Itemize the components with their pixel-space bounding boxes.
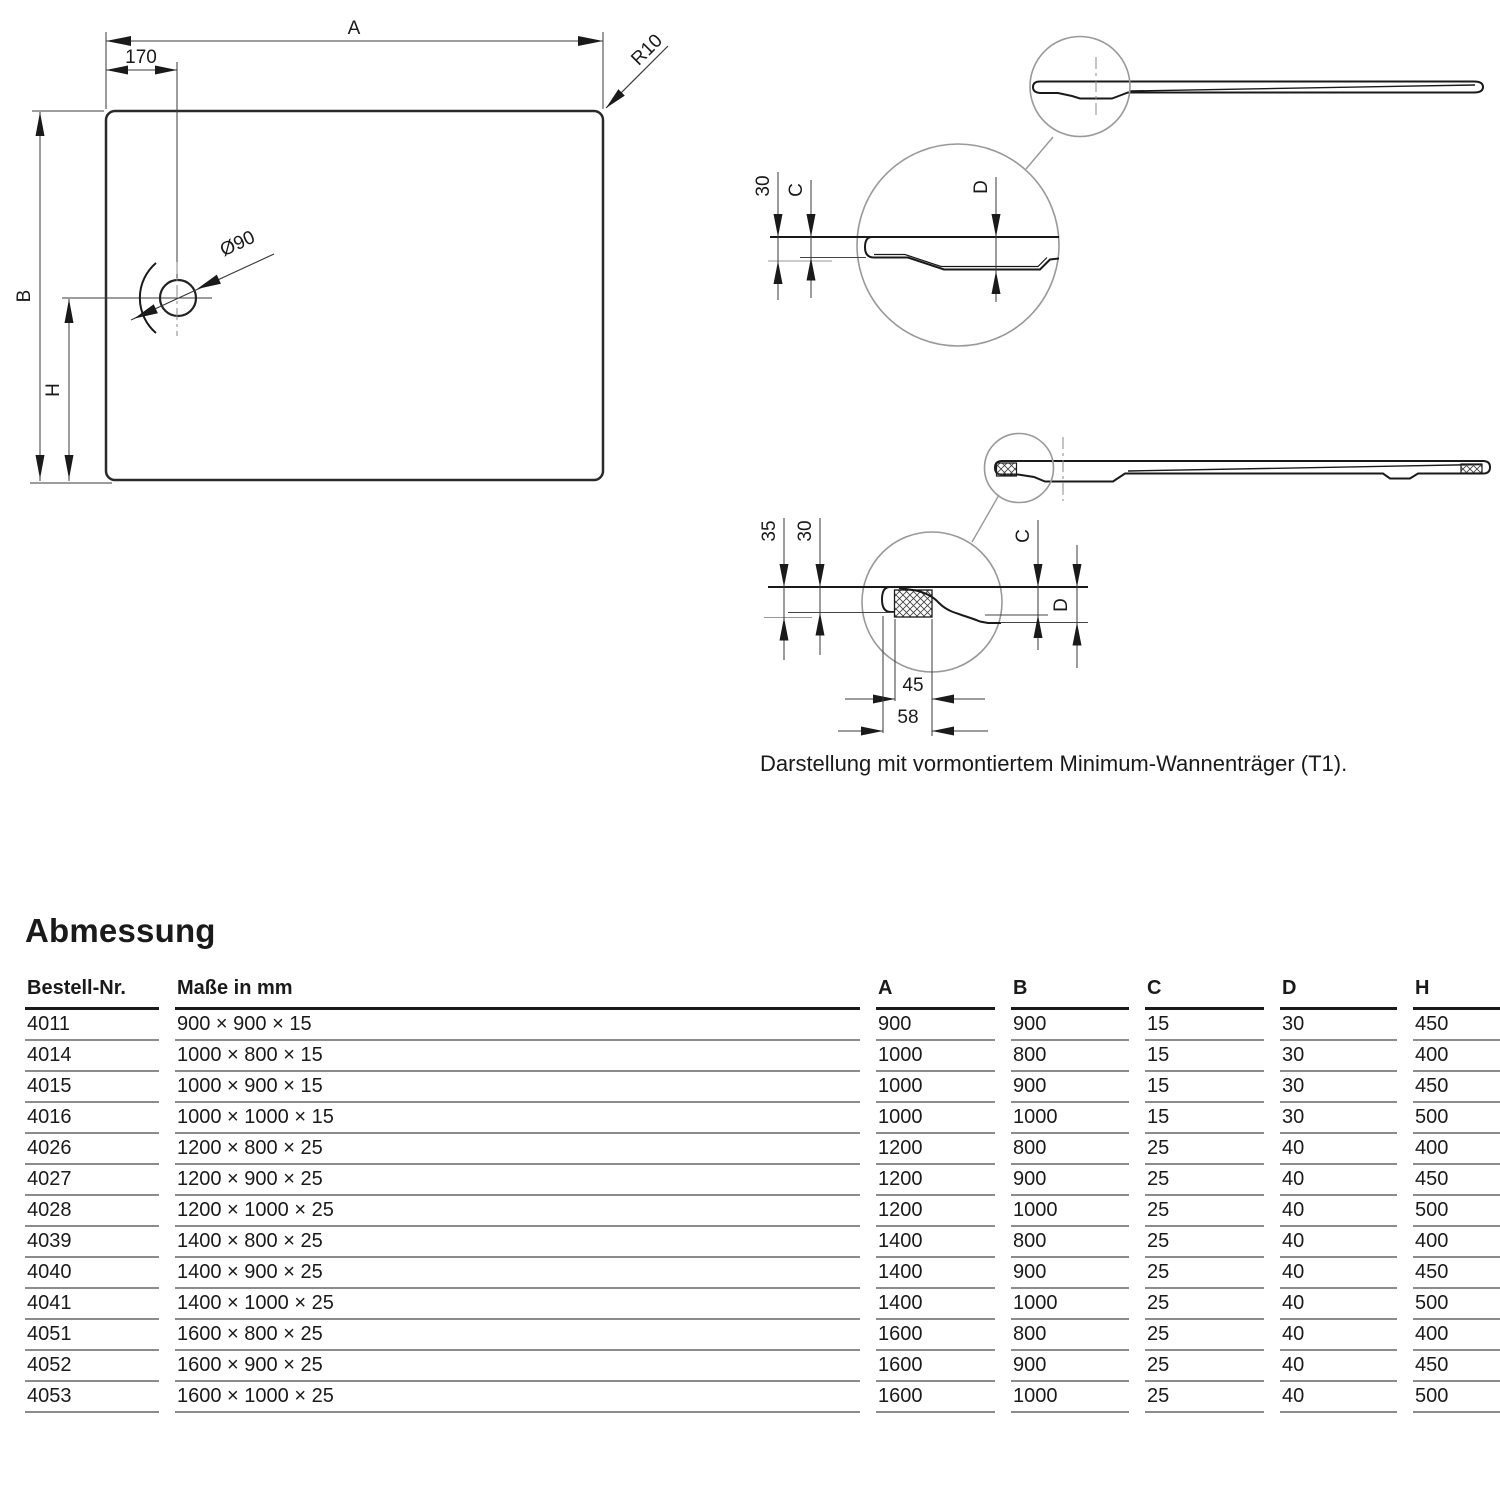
header-cell-c: C xyxy=(1145,977,1264,1010)
dim-d xyxy=(971,177,1001,302)
tray-carrier-profile xyxy=(995,461,1490,482)
cell-b: 900 xyxy=(1011,1258,1129,1289)
cell-a: 1400 xyxy=(876,1227,995,1258)
cell-c: 25 xyxy=(1145,1165,1264,1196)
cell-c: 25 xyxy=(1145,1320,1264,1351)
cell-a: 1400 xyxy=(876,1289,995,1320)
dim-35 xyxy=(759,518,789,660)
table-row xyxy=(25,1351,1500,1382)
seal-block-right xyxy=(1461,464,1482,473)
drain-diameter-label: Ø90 xyxy=(216,226,259,262)
cell-b: 1000 xyxy=(1011,1196,1129,1227)
header-cell-masse: Maße in mm xyxy=(175,977,860,1010)
seal-block-left xyxy=(997,463,1017,476)
header-cell-h: H xyxy=(1413,977,1500,1010)
detail-leader xyxy=(1026,137,1053,169)
cell-mm: 1000 × 800 × 15 xyxy=(175,1041,860,1072)
arrowhead xyxy=(65,299,74,323)
cell-nr: 4040 xyxy=(25,1258,159,1289)
header-cell-d: D xyxy=(1280,977,1397,1010)
cell-nr: 4014 xyxy=(25,1041,159,1072)
dim-30 xyxy=(753,172,783,300)
table-row xyxy=(25,1258,1500,1289)
cell-nr: 4053 xyxy=(25,1382,159,1413)
cell-mm: 1000 × 1000 × 15 xyxy=(175,1103,860,1134)
cell-mm: 1200 × 1000 × 25 xyxy=(175,1196,860,1227)
cell-nr: 4051 xyxy=(25,1320,159,1351)
cell-c: 25 xyxy=(1145,1134,1264,1165)
cell-mm: 1400 × 800 × 25 xyxy=(175,1227,860,1258)
cell-d: 30 xyxy=(1280,1041,1397,1072)
dim-30-label: 30 xyxy=(753,175,774,197)
arrowhead xyxy=(134,304,158,318)
detail-circle xyxy=(857,144,1059,346)
dim-b-label: B xyxy=(14,289,35,303)
cell-a: 1000 xyxy=(876,1041,995,1072)
cell-a: 1000 xyxy=(876,1072,995,1103)
spec-table xyxy=(25,977,1500,1413)
cell-b: 900 xyxy=(1011,1351,1129,1382)
cell-b: 900 xyxy=(1011,1010,1129,1041)
cell-mm: 1200 × 900 × 25 xyxy=(175,1165,860,1196)
dim-c-label: C xyxy=(786,183,807,197)
table-body xyxy=(25,1010,1500,1413)
cell-mm: 900 × 900 × 15 xyxy=(175,1010,860,1041)
arrowhead xyxy=(106,36,131,46)
cell-mm: 1200 × 800 × 25 xyxy=(175,1134,860,1165)
arrowhead xyxy=(36,112,45,136)
dim-35-label: 35 xyxy=(759,520,780,542)
cell-h: 500 xyxy=(1413,1382,1500,1413)
table-row xyxy=(25,1134,1500,1165)
cell-h: 450 xyxy=(1413,1165,1500,1196)
cell-h: 500 xyxy=(1413,1289,1500,1320)
cell-nr: 4016 xyxy=(25,1103,159,1134)
cell-mm: 1000 × 900 × 15 xyxy=(175,1072,860,1103)
cell-d: 30 xyxy=(1280,1103,1397,1134)
cell-h: 450 xyxy=(1413,1351,1500,1382)
table-row xyxy=(25,1227,1500,1258)
tray-side-profile xyxy=(1033,82,1483,99)
cell-c: 25 xyxy=(1145,1351,1264,1382)
table-title: Abmessung xyxy=(25,912,216,949)
dim-h xyxy=(62,298,212,481)
cell-d: 30 xyxy=(1280,1010,1397,1041)
cell-b: 800 xyxy=(1011,1134,1129,1165)
cell-nr: 4028 xyxy=(25,1196,159,1227)
cell-a: 1600 xyxy=(876,1320,995,1351)
dim-a-label: A xyxy=(347,18,361,39)
detail-leader xyxy=(972,495,999,542)
dim-c xyxy=(786,180,816,298)
table-row xyxy=(25,1072,1500,1103)
cell-h: 400 xyxy=(1413,1041,1500,1072)
dim-58-label: 58 xyxy=(897,707,919,728)
cell-nr: 4015 xyxy=(25,1072,159,1103)
cell-c: 15 xyxy=(1145,1010,1264,1041)
cell-h: 500 xyxy=(1413,1103,1500,1134)
arrowhead xyxy=(65,455,74,479)
cell-h: 450 xyxy=(1413,1010,1500,1041)
dim-30-carrier-label: 30 xyxy=(795,520,816,542)
dim-c-carrier-label: C xyxy=(1013,529,1034,543)
cell-c: 25 xyxy=(1145,1227,1264,1258)
table-row xyxy=(25,1196,1500,1227)
cell-h: 400 xyxy=(1413,1320,1500,1351)
cell-d: 40 xyxy=(1280,1351,1397,1382)
carrier-caption: Darstellung mit vormontiertem Minimum-Wannenträger (T1). xyxy=(760,751,1348,776)
table-row xyxy=(25,1010,1500,1041)
dim-d-label: D xyxy=(971,180,992,194)
cell-b: 800 xyxy=(1011,1041,1129,1072)
dim-45-label: 45 xyxy=(902,675,924,696)
tray-outline xyxy=(106,111,603,480)
cell-h: 500 xyxy=(1413,1196,1500,1227)
cell-d: 40 xyxy=(1280,1320,1397,1351)
dim-b xyxy=(30,111,112,483)
cell-nr: 4011 xyxy=(25,1010,159,1041)
cell-c: 15 xyxy=(1145,1041,1264,1072)
cell-c: 25 xyxy=(1145,1289,1264,1320)
cell-c: 25 xyxy=(1145,1382,1264,1413)
cell-d: 40 xyxy=(1280,1227,1397,1258)
cross-section-carrier xyxy=(764,587,1088,623)
table-header-row xyxy=(25,977,1500,1010)
table-row xyxy=(25,1041,1500,1072)
cell-nr: 4026 xyxy=(25,1134,159,1165)
cell-a: 1000 xyxy=(876,1103,995,1134)
dim-drain-diameter xyxy=(131,227,274,320)
dim-170 xyxy=(106,62,177,281)
cell-a: 1200 xyxy=(876,1196,995,1227)
cell-b: 1000 xyxy=(1011,1103,1129,1134)
cell-d: 40 xyxy=(1280,1289,1397,1320)
cell-nr: 4039 xyxy=(25,1227,159,1258)
dim-h-label: H xyxy=(43,383,64,397)
table-row xyxy=(25,1320,1500,1351)
arrowhead xyxy=(197,275,221,289)
cell-mm: 1600 × 1000 × 25 xyxy=(175,1382,860,1413)
dim-170-label: 170 xyxy=(125,47,157,68)
arrowhead xyxy=(578,36,603,46)
cell-d: 40 xyxy=(1280,1382,1397,1413)
cell-nr: 4027 xyxy=(25,1165,159,1196)
cell-a: 1600 xyxy=(876,1351,995,1382)
dim-d-carrier-label: D xyxy=(1051,598,1072,612)
cell-nr: 4052 xyxy=(25,1351,159,1382)
cell-d: 40 xyxy=(1280,1196,1397,1227)
cell-h: 400 xyxy=(1413,1134,1500,1165)
table-row xyxy=(25,1382,1500,1413)
dim-c-carrier xyxy=(1013,520,1043,650)
header-cell-bestell-nr: Bestell-Nr. xyxy=(25,977,159,1010)
cell-b: 900 xyxy=(1011,1072,1129,1103)
cell-c: 15 xyxy=(1145,1072,1264,1103)
cell-c: 25 xyxy=(1145,1196,1264,1227)
cell-b: 800 xyxy=(1011,1227,1129,1258)
cell-a: 900 xyxy=(876,1010,995,1041)
cell-b: 800 xyxy=(1011,1320,1129,1351)
cell-c: 25 xyxy=(1145,1258,1264,1289)
dim-d-carrier xyxy=(1051,545,1082,668)
cell-b: 900 xyxy=(1011,1165,1129,1196)
arrowhead xyxy=(36,455,45,479)
cell-mm: 1400 × 900 × 25 xyxy=(175,1258,860,1289)
header-cell-a: A xyxy=(876,977,995,1010)
cell-c: 15 xyxy=(1145,1103,1264,1134)
cell-mm: 1600 × 900 × 25 xyxy=(175,1351,860,1382)
table-row xyxy=(25,1165,1500,1196)
cell-h: 400 xyxy=(1413,1227,1500,1258)
cell-a: 1200 xyxy=(876,1165,995,1196)
dim-r10-label: R10 xyxy=(627,30,667,70)
cell-d: 40 xyxy=(1280,1258,1397,1289)
cell-a: 1600 xyxy=(876,1382,995,1413)
cell-a: 1400 xyxy=(876,1258,995,1289)
cell-h: 450 xyxy=(1413,1258,1500,1289)
side-profile-drawing xyxy=(753,37,1483,347)
cell-mm: 1400 × 1000 × 25 xyxy=(175,1289,860,1320)
cell-d: 40 xyxy=(1280,1134,1397,1165)
table-row xyxy=(25,1103,1500,1134)
dim-a xyxy=(106,32,603,109)
cell-b: 1000 xyxy=(1011,1382,1129,1413)
cell-nr: 4041 xyxy=(25,1289,159,1320)
cell-d: 40 xyxy=(1280,1165,1397,1196)
top-view-drawing xyxy=(14,18,668,483)
cell-b: 1000 xyxy=(1011,1289,1129,1320)
cell-mm: 1600 × 800 × 25 xyxy=(175,1320,860,1351)
header-cell-b: B xyxy=(1011,977,1129,1010)
dim-r10 xyxy=(606,30,668,108)
carrier-profile-drawing xyxy=(759,434,1490,777)
cell-a: 1200 xyxy=(876,1134,995,1165)
cell-d: 30 xyxy=(1280,1072,1397,1103)
table-row xyxy=(25,1289,1500,1320)
cell-h: 450 xyxy=(1413,1072,1500,1103)
arrowhead xyxy=(155,66,177,75)
